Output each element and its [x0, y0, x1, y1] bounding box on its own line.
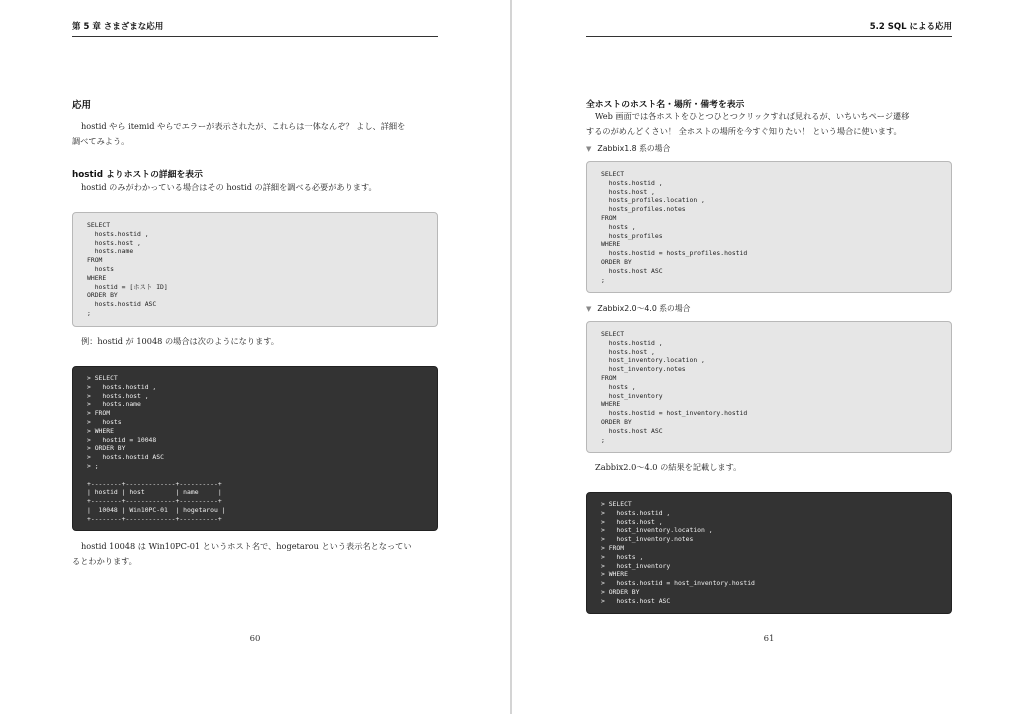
code-line: hosts.hostid ,: [87, 229, 149, 238]
code-line: hosts_profiles.location ,: [601, 196, 705, 205]
code-line: WHERE: [87, 273, 107, 282]
text-line: Web 画面では各ホストをひとつひとつクリックすれば見れるが、いちいちページ遷移: [595, 111, 910, 121]
sql-code-block-zabbix20-40: [586, 321, 952, 453]
terminal-line: > ORDER BY: [601, 587, 640, 596]
page-number-right: 61: [763, 634, 775, 644]
sql-code-block-zabbix18: [586, 161, 952, 293]
code-line: hosts.hostid ,: [601, 178, 663, 187]
code-line: hosts.host ,: [87, 238, 141, 247]
code-line: hosts ,: [601, 382, 636, 391]
terminal-line: > WHERE: [601, 570, 628, 579]
sql-code-block: [72, 212, 438, 327]
code-line: FROM: [601, 373, 617, 382]
code-line: hosts.host ASC: [601, 426, 663, 435]
code-line: FROM: [87, 256, 103, 265]
code-line: ORDER BY: [601, 417, 632, 426]
terminal-line: > hostid = 10048: [87, 435, 157, 444]
section-title: 応用: [72, 100, 92, 111]
code-line: ORDER BY: [601, 257, 632, 266]
terminal-line: > hosts.name: [87, 400, 141, 409]
terminal-line: > host_inventory.notes: [601, 535, 694, 544]
code-line: hosts ,: [601, 222, 636, 231]
page-number-left: 60: [249, 634, 261, 644]
terminal-line: > FROM: [601, 543, 625, 552]
terminal-line: > SELECT: [87, 374, 118, 382]
table-row-line: | 10048 | Win10PC-01 | hogetarou |: [87, 505, 226, 514]
terminal-line: > hosts ,: [601, 552, 644, 561]
code-line: hosts.hostid ASC: [87, 300, 157, 309]
table-border-line: +--------+-------------+----------+: [87, 497, 222, 506]
code-line: WHERE: [601, 400, 621, 409]
terminal-line: > ORDER BY: [87, 444, 126, 453]
code-line: ;: [87, 308, 91, 317]
terminal-line: > hosts.host ASC: [601, 596, 671, 605]
intro-paragraph: [586, 109, 952, 139]
page-gutter: [510, 0, 512, 714]
code-line: SELECT: [601, 330, 625, 338]
code-line: hosts.host ,: [601, 347, 655, 356]
terminal-line: > hosts: [87, 417, 122, 426]
terminal-line: > hosts.hostid ,: [87, 382, 157, 391]
code-line: ORDER BY: [87, 291, 118, 300]
running-head-left: 第 5 章 さまざまな応用: [72, 20, 438, 37]
code-line: host_inventory.notes: [601, 365, 686, 374]
triangle-down-icon: ▼: [586, 145, 592, 153]
example-paragraph: [72, 334, 438, 349]
caption-text: Zabbix2.0～4.0 系の場合: [597, 304, 691, 313]
terminal-line: > hosts.host ,: [87, 391, 149, 400]
caption-zabbix20-40: [586, 303, 690, 314]
subsection-paragraph: [72, 180, 438, 195]
table-border-line: +--------+-------------+----------+: [87, 479, 222, 488]
terminal-output-block: [72, 366, 438, 531]
terminal-line: > hosts.hostid ,: [601, 508, 671, 517]
code-line: WHERE: [601, 240, 621, 249]
code-line: hostid = [ホスト ID]: [87, 282, 168, 291]
caption-text: Zabbix1.8 系の場合: [597, 144, 671, 153]
triangle-down-icon: ▼: [586, 305, 592, 313]
text-line: 調べてみよう。: [72, 136, 130, 146]
subsection-title: hostid よりホストの詳細を表示: [72, 170, 203, 180]
terminal-line: > ;: [87, 461, 99, 470]
code-line: host_inventory: [601, 391, 663, 400]
intro-paragraph: [72, 119, 438, 149]
text-line: Zabbix2.0～4.0 の結果を記載します。: [595, 462, 742, 472]
code-line: hosts.hostid = hosts_profiles.hostid: [601, 249, 748, 258]
table-border-line: +--------+-------------+----------+: [87, 514, 222, 523]
terminal-line: > hosts.host ,: [601, 517, 663, 526]
code-line: hosts.host ASC: [601, 266, 663, 275]
terminal-line: > WHERE: [87, 426, 114, 435]
terminal-line: > hosts.hostid ASC: [87, 453, 164, 462]
text-line: hostid のみがわかっている場合はその hostid の詳細を調べる必要があります。: [81, 182, 377, 192]
right-page: [586, 0, 952, 714]
text-line: するのがめんどくさい！ 全ホストの場所を今すぐ知りたい！ という場合に使います。: [586, 126, 902, 136]
result-paragraph: [72, 539, 438, 569]
table-header-line: | hostid | host | name |: [87, 488, 222, 497]
code-line: hosts_profiles.notes: [601, 205, 686, 214]
caption-zabbix18: [586, 143, 670, 154]
code-line: hosts: [87, 264, 114, 273]
code-line: hosts.host ,: [601, 187, 655, 196]
text-line: hostid 10048 は Win10PC-01 というホスト名で、hogetarou という表示名となってい: [81, 541, 412, 551]
code-line: FROM: [601, 213, 617, 222]
terminal-line: > SELECT: [601, 500, 632, 508]
terminal-line: > host_inventory.location ,: [601, 526, 713, 535]
code-line: hosts_profiles: [601, 231, 663, 240]
text-line: hostid やら itemid やらでエラーが表示されたが、これらは一体なんぞ？ よし、詳細を: [81, 121, 406, 131]
code-line: hosts.name: [87, 247, 134, 256]
terminal-line: > hosts.hostid = host_inventory.hostid: [601, 579, 755, 588]
code-line: SELECT: [601, 170, 625, 178]
text-line: るとわかります。: [72, 556, 137, 566]
terminal-line: [87, 471, 423, 480]
terminal-line: > host_inventory: [601, 561, 671, 570]
left-page: [72, 0, 438, 714]
terminal-output-block: [586, 492, 952, 614]
code-line: host_inventory.location ,: [601, 356, 705, 365]
code-line: hosts.hostid ,: [601, 338, 663, 347]
text-line: 例：hostid が 10048 の場合は次のようになります。: [81, 336, 279, 346]
code-line: hosts.hostid = host_inventory.hostid: [601, 409, 748, 418]
code-line: SELECT: [87, 221, 111, 229]
code-line: ;: [601, 275, 605, 284]
code-line: ;: [601, 435, 605, 444]
section-title: 全ホストのホスト名・場所・備考を表示: [586, 100, 745, 110]
terminal-line: > FROM: [87, 409, 111, 418]
result-note-paragraph: [586, 460, 952, 475]
running-head-right: 5.2 SQL による応用: [586, 20, 952, 37]
